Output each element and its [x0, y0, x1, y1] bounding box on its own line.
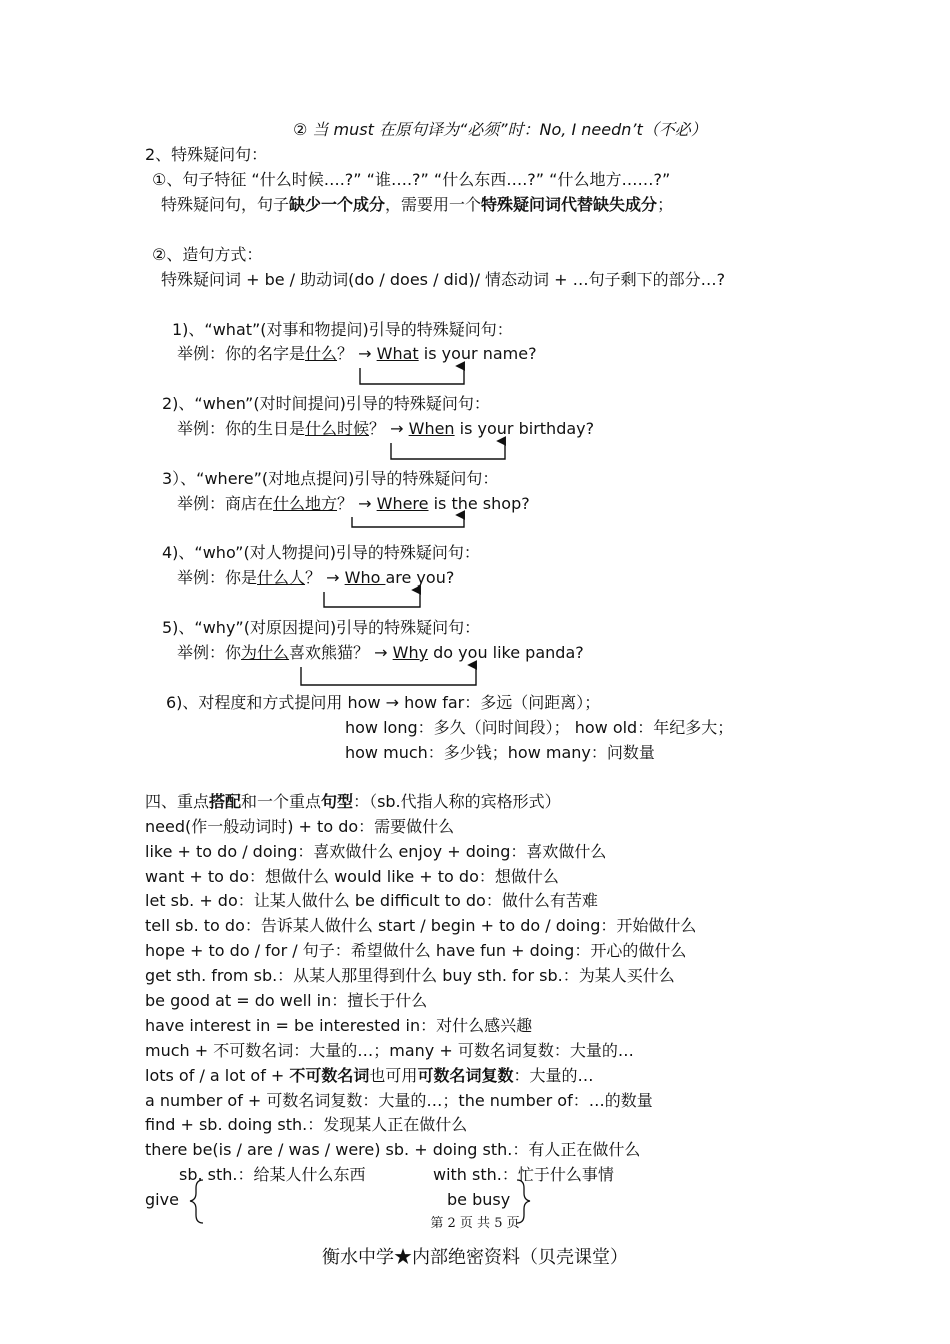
phrase-line: have interest in = be interested in：对什么感兴趣 [145, 1016, 533, 1035]
method-formula: 特殊疑问词 + be / 助动词(do / does / did)/ 情态动词 + …句子剩下的部分…? [161, 270, 726, 289]
example-cn-key: 什么时候 [305, 419, 370, 438]
lots-bold: 可数名词复数 [417, 1066, 514, 1085]
example-prefix: 举例：商店在 [177, 494, 274, 513]
lots-part: lots of / a lot of + [145, 1066, 290, 1085]
example-heading-why: 5)、“why”(对原因提问)引导的特殊疑问句： [162, 618, 481, 637]
example-heading-who: 4)、“who”(对人物提问)引导的特殊疑问句： [162, 543, 480, 562]
phrase-line: find + sb. doing sth.：发现某人正在做什么 [145, 1115, 468, 1134]
phrase-line: need(作一般动词时) + to do：需要做什么 [145, 817, 455, 836]
give-word: give [145, 1190, 179, 1209]
feature-desc-bold: 特殊疑问词代替缺失成分 [481, 195, 658, 214]
example-prefix: 举例：你是 [177, 568, 258, 587]
example-en-key: Who [344, 568, 386, 587]
section-4-bold: 句型 [321, 792, 354, 811]
example-cn-rest: ？ → [337, 494, 377, 513]
section-2-title: 2、特殊疑问句： [145, 145, 268, 164]
section-4-part: ：（sb.代指人称的宾格形式） [353, 792, 561, 811]
busy-word: be busy [447, 1190, 511, 1209]
example-cn-rest: 喜欢熊猫？ → [289, 643, 393, 662]
phrase-line: let sb. + do：让某人做什么 be difficult to do：做什么有苦难 [145, 891, 598, 910]
bracket-arrow-who [324, 590, 420, 607]
feature-desc-part: 特殊疑问句，句子 [161, 195, 290, 214]
section-4-title [145, 791, 561, 813]
bracket-arrow-where [352, 515, 464, 527]
example-cn-key: 为什么 [241, 643, 290, 662]
lots-part: ：大量的… [513, 1066, 594, 1085]
how-line-2: how long：多久（问时间段）； how old：年纪多大； [345, 718, 734, 737]
section-4-bold: 搭配 [209, 792, 242, 811]
example-en-rest: is the shop? [428, 494, 530, 513]
phrase-line: hope + to do / for / 句子：希望做什么 have fun + doing：开心的做什么 [145, 941, 687, 960]
example-en-key: What [376, 344, 419, 363]
phrase-line-lots [145, 1065, 593, 1087]
example-cn-key: 什么人 [257, 568, 306, 587]
example-en-key: Where [376, 494, 429, 513]
bracket-arrow-when [391, 441, 505, 459]
busy-sub: with sth.：忙于什么事情 [433, 1165, 614, 1184]
phrase-line: want + to do：想做什么 would like + to do：想做什么 [145, 867, 559, 886]
phrase-line: a number of + 可数名词复数：大量的…；the number of：…的数量 [145, 1091, 653, 1110]
example-prefix: 举例：你的生日是 [177, 419, 306, 438]
example-prefix: 举例：你的名字是 [177, 344, 306, 363]
example-cn-rest: ？ → [305, 568, 345, 587]
phrase-line: tell sb. to do：告诉某人做什么 start / begin + to do / doing：开始做什么 [145, 916, 697, 935]
phrase-line: like + to do / doing：喜欢做什么 enjoy + doing：喜欢做什么 [145, 842, 607, 861]
example-en-key: When [408, 419, 455, 438]
method-title: ②、造句方式： [152, 245, 263, 264]
how-line-1: 6)、对程度和方式提问用 how → how far：多远（问距离）； [166, 693, 601, 712]
feature-desc-part: ； [657, 195, 674, 214]
page-number: 第 2 页 共 5 页 [430, 1216, 520, 1231]
bracket-arrow-what [360, 366, 464, 384]
section-4-part: 四、重点 [145, 792, 210, 811]
example-cn-rest: ？ → [337, 344, 377, 363]
section-4-part: 和一个重点 [241, 792, 322, 811]
example-en-rest: are you? [385, 568, 455, 587]
feature-desc-part: ，需要用一个 [385, 195, 482, 214]
example-cn-rest: ？ → [369, 419, 409, 438]
example-en-rest: is your birthday? [454, 419, 595, 438]
feature-line: ①、句子特征 “什么时候….?” “谁….?” “什么东西….?” “什么地方……?” [152, 170, 671, 189]
example-en-rest: is your name? [418, 344, 537, 363]
example-prefix: 举例：你 [177, 643, 242, 662]
example-cn-key: 什么地方 [273, 494, 338, 513]
footer-brand: 衡水中学★内部绝密资料（贝壳课堂） [322, 1247, 628, 1268]
bracket-arrow-why [301, 665, 476, 685]
example-en-rest: do you like panda? [428, 643, 584, 662]
how-line-3: how much：多少钱；how many：问数量 [345, 743, 655, 762]
phrase-line: there be(is / are / was / were) sb. + doing sth.：有人正在做什么 [145, 1140, 641, 1159]
must-note: ② 当 must 在原句译为“必须”时：No, I needn’t（不必） [293, 120, 707, 139]
give-sub: sb. sth.：给某人什么东西 [179, 1165, 366, 1184]
example-heading-when: 2)、“when”(对时间提问)引导的特殊疑问句： [162, 394, 490, 413]
example-heading-what: 1)、“what”(对事和物提问)引导的特殊疑问句： [172, 320, 513, 339]
feature-desc-bold: 缺少一个成分 [289, 195, 386, 214]
phrase-line: much + 不可数名词：大量的…；many + 可数名词复数：大量的… [145, 1041, 634, 1060]
example-en-key: Why [392, 643, 429, 662]
lots-part: 也可用 [369, 1066, 418, 1085]
phrase-line: be good at = do well in：擅长于什么 [145, 991, 428, 1010]
lots-bold: 不可数名词 [289, 1066, 370, 1085]
example-heading-where: 3）、“where”(对地点提问)引导的特殊疑问句： [162, 469, 499, 488]
phrase-line: get sth. from sb.：从某人那里得到什么 buy sth. for sb.：为某人买什么 [145, 966, 675, 985]
example-cn-key: 什么 [305, 344, 338, 363]
